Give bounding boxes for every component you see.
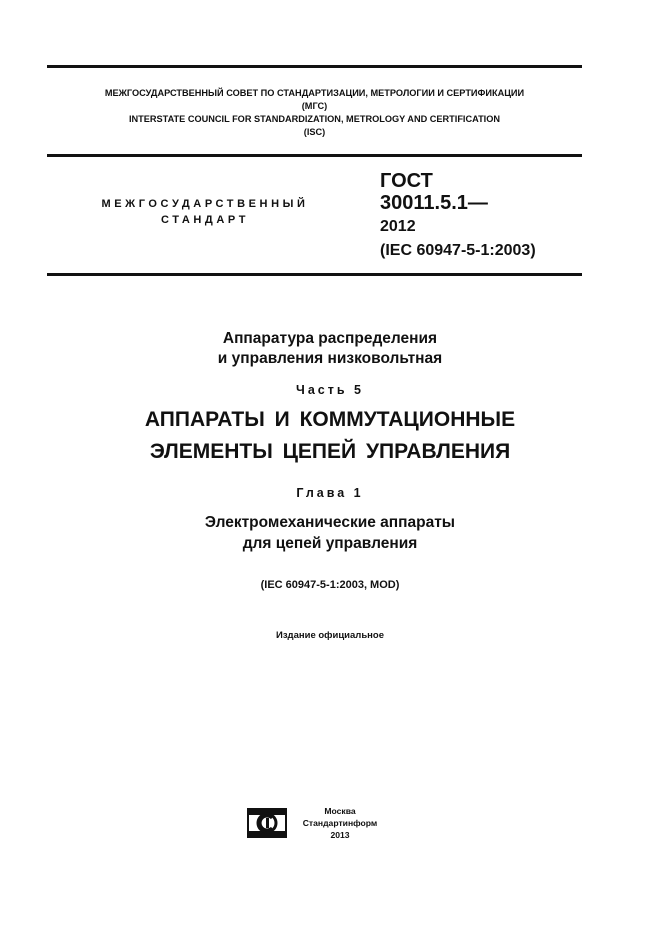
main-title-line2: ЭЛЕМЕНТЫ ЦЕПЕЙ УПРАВЛЕНИЯ (149, 440, 511, 463)
council-ru-abbr: (МГС) (301, 101, 328, 111)
title-line1: Аппаратура распределения (222, 330, 438, 347)
standartinform-logo-icon (246, 805, 292, 841)
publisher-name: Стандартинформ (302, 818, 378, 828)
iec-mod-ref: (IEC 60947-5-1:2003, MOD) (260, 579, 400, 591)
council-en: INTERSTATE COUNCIL FOR STANDARDIZATION, METROLOGY AND CERTIFICATION (128, 114, 501, 124)
chapter-label: Глава 1 (296, 486, 364, 500)
gost-year: 2012 (380, 218, 416, 235)
subtitle-line2: для цепей управления (242, 535, 418, 552)
gost-number: 30011.5.1— (380, 192, 488, 214)
edition-label: Издание официальное (276, 630, 384, 641)
gost-iec-ref: (IEC 60947-5-1:2003) (380, 242, 536, 259)
publisher-year: 2013 (330, 830, 350, 840)
standard-rule (47, 273, 582, 276)
title-line2: и управления низковольтная (217, 350, 443, 367)
standard-type-line2: СТАНДАРТ (160, 214, 250, 226)
standard-type-line1: МЕЖГОСУДАРСТВЕННЫЙ (101, 198, 309, 210)
main-title-line1: АППАРАТЫ И КОММУТАЦИОННЫЕ (144, 408, 516, 431)
header-rule (47, 154, 582, 157)
top-rule (47, 65, 582, 68)
council-ru: МЕЖГОСУДАРСТВЕННЫЙ СОВЕТ ПО СТАНДАРТИЗАЦИИ, МЕТРОЛОГИИ И СЕРТИФИКАЦИИ (104, 88, 525, 98)
council-en-abbr: (ISC) (303, 127, 326, 137)
part-label: Часть 5 (296, 383, 364, 397)
subtitle-line1: Электромеханические аппараты (204, 514, 456, 531)
publisher-city: Москва (324, 806, 356, 816)
gost-label: ГОСТ (380, 170, 433, 192)
